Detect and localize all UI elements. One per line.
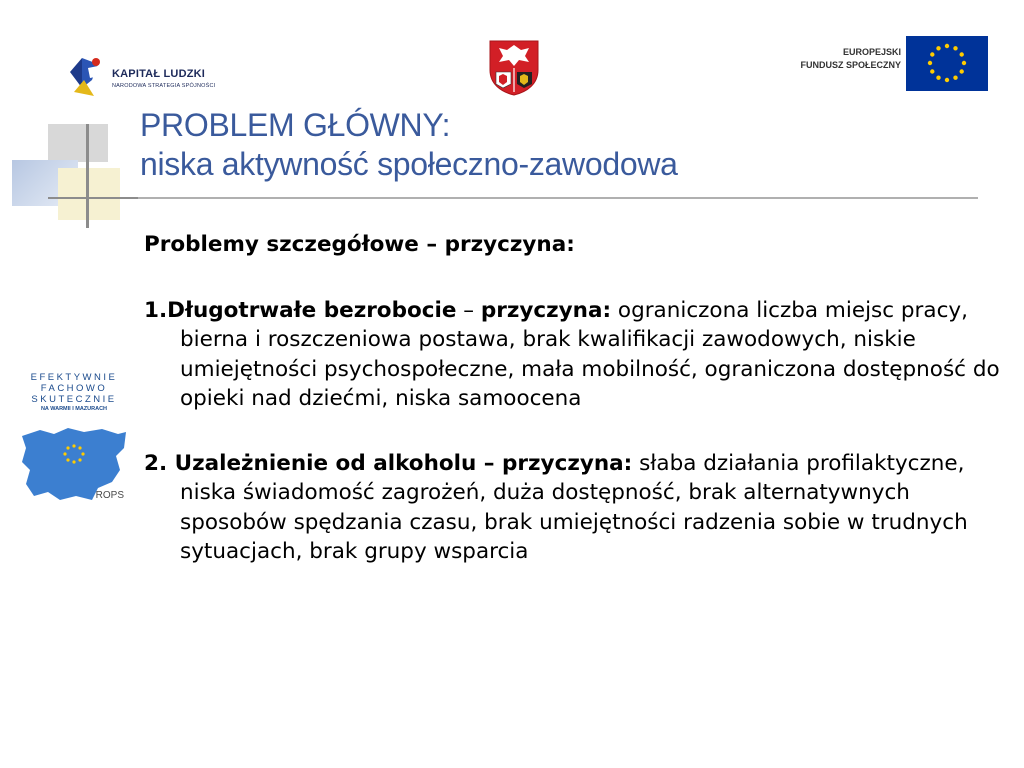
decor-divider-accent	[48, 197, 138, 199]
decor-square-gray	[48, 124, 108, 162]
slide-body	[144, 230, 1004, 602]
kapital-ludzki-title: KAPITAŁ LUDZKI	[112, 68, 206, 80]
problem-item-1	[144, 296, 1004, 414]
kapital-ludzki-subtitle: NARODOWA STRATEGIA SPÓJNOŚCI	[112, 83, 216, 89]
slide-title	[140, 106, 678, 184]
problem-2-lead: 2. Uzależnienie od alkoholu – przyczyna:	[144, 450, 633, 476]
kapital-ludzki-emblem-icon	[68, 50, 108, 100]
decor-vertical-line	[86, 124, 89, 228]
section-heading: Problemy szczegółowe – przyczyna:	[144, 232, 575, 257]
rops-line2: FACHOWO	[40, 383, 108, 394]
rops-line1: EFEKTYWNIE	[30, 372, 118, 383]
problem-1-lead: 1.Długotrwałe bezrobocie	[144, 297, 457, 323]
rops-logo	[20, 372, 128, 502]
problem-item-2	[144, 449, 1004, 567]
eu-fund-line1: EUROPEJSKI	[842, 47, 901, 57]
rops-line4: NA WARMII I MAZURACH	[40, 406, 108, 412]
decor-square-yellow	[58, 168, 120, 220]
rops-line3: SKUTECZNIE	[31, 394, 117, 405]
eu-flag-icon	[906, 36, 988, 91]
eu-social-fund-logo	[776, 36, 991, 94]
eu-fund-line2: FUNDUSZ SPOŁECZNY	[800, 60, 901, 70]
problem-1-cause-label: przyczyna:	[480, 297, 612, 323]
problem-2-text: słaba działania profilaktyczne, niska świadomość zagrożeń, duża dostępność, brak alternatywnych sposobów spędzania czasu, brak umiejętności radzenia sobie w trudnych sytuacjach, brak grupy wsparcia	[180, 450, 968, 564]
rops-label: ROPS	[95, 490, 124, 501]
title-line-1: PROBLEM GŁÓWNY:	[140, 107, 451, 143]
warmia-mazury-crest-icon	[487, 38, 541, 96]
kapital-ludzki-logo	[68, 50, 238, 102]
title-divider-line	[48, 197, 978, 199]
problem-1-dash: –	[456, 297, 481, 323]
title-line-2: niska aktywność społeczno-zawodowa	[140, 146, 678, 182]
problem-1-text: ograniczona liczba miejsc pracy, bierna i roszczeniowa postawa, brak kwalifikacji zawodowych, niskie umiejętności psychospołeczne, mała mobilność, ograniczona dostępność do opieki nad dziećmi, niska samoocena	[180, 297, 1000, 411]
region-map-icon	[20, 426, 128, 502]
